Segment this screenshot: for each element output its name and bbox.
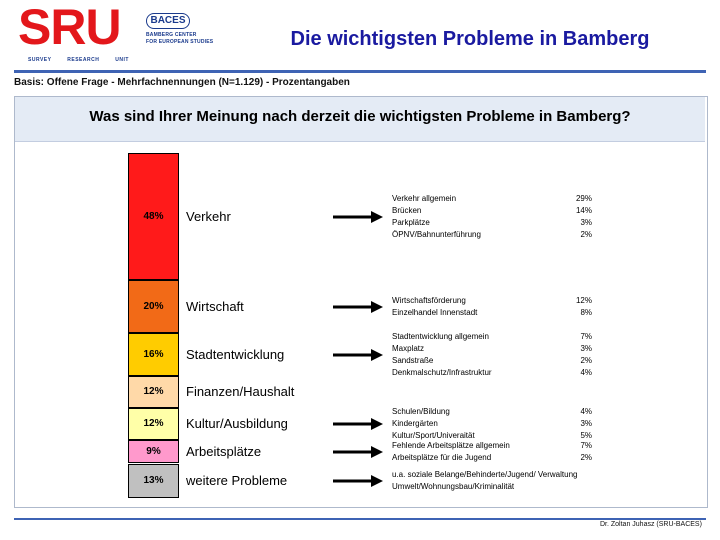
detail-value: 7% [580,331,592,341]
detail-label: Arbeitsplätze für die Jugend [392,452,492,462]
detail-value: 29% [575,193,592,203]
detail-label: Einzelhandel Innenstadt [392,307,478,317]
page-title: Die wichtigsten Probleme in Bamberg [290,28,650,50]
detail-label: ÖPNV/Bahnunterführung [392,229,481,239]
detail-value: 5% [580,430,592,440]
logo-tagline: SURVEY RESEARCH UNIT [28,57,129,63]
detail-label: Wirtschaftsförderung [392,295,466,305]
detail-label: Verkehr allgemein [392,193,457,203]
bar-segment-3 [128,376,179,408]
category-label: Verkehr [186,208,231,224]
detail-label: Brücken [392,205,422,215]
category-label: Finanzen/Haushalt [186,383,295,399]
detail-label: u.a. soziale Belange/Behinderte/Jugend/ Verwaltung [392,469,578,479]
detail-label: Fehlende Arbeitsplätze allgemein [392,440,510,450]
header-rule [14,70,706,73]
bar-value-label: 12% [143,418,164,430]
logo-baces-badge: BACES [146,13,190,29]
detail-label: Denkmalschutz/Infrastruktur [392,367,492,377]
detail-label: Maxplatz [392,343,425,353]
detail-value: 2% [580,452,592,462]
category-label: weitere Probleme [186,472,288,488]
logo-subtitle-2: FOR EUROPEAN STUDIES [146,39,214,45]
footer-rule [14,518,706,520]
category-label: Wirtschaft [186,298,244,314]
logo-subtitle-1: BAMBERG CENTER [146,32,197,38]
detail-value: 4% [580,367,592,377]
detail-value: 7% [580,440,592,450]
category-label: Stadtentwicklung [186,346,285,362]
bar-value-label: 13% [143,475,164,487]
bar-value-label: 48% [143,211,164,223]
detail-label: Parkplätze [392,217,430,227]
arrow-icon [333,475,383,487]
detail-value: 3% [580,217,592,227]
detail-label: Kindergärten [392,418,438,428]
detail-value: 4% [580,406,592,416]
detail-value: 2% [580,229,592,239]
category-label: Kultur/Ausbildung [186,415,288,431]
author-credit: Dr. Zoltan Juhasz (SRU-BACES) [600,521,702,528]
detail-value: 8% [580,307,592,317]
category-label: Arbeitsplätze [186,443,262,459]
basis-note: Basis: Offene Frage - Mehrfachnennungen (N=1.129) - Prozentangaben [14,77,350,88]
detail-value: 12% [575,295,592,305]
detail-label: Umwelt/Wohnungsbau/Kriminalität [392,481,515,491]
detail-label: Kultur/Sport/Univeraität [392,430,475,440]
bar-value-label: 9% [146,446,161,458]
bar-value-label: 12% [143,386,164,398]
bar-value-label: 16% [143,349,164,361]
detail-label: Stadtentwicklung allgemein [392,331,489,341]
detail-value: 3% [580,343,592,353]
bar-value-label: 20% [143,301,164,313]
detail-value: 3% [580,418,592,428]
detail-label: Sandstraße [392,355,434,365]
detail-label: Schulen/Bildung [392,406,450,416]
logo-sru: SRU [18,0,121,55]
bar-segment-6 [128,464,179,499]
detail-value: 14% [575,205,592,215]
detail-value: 2% [580,355,592,365]
chart-title: Was sind Ihrer Meinung nach derzeit die wichtigsten Probleme in Bamberg? [89,108,631,125]
